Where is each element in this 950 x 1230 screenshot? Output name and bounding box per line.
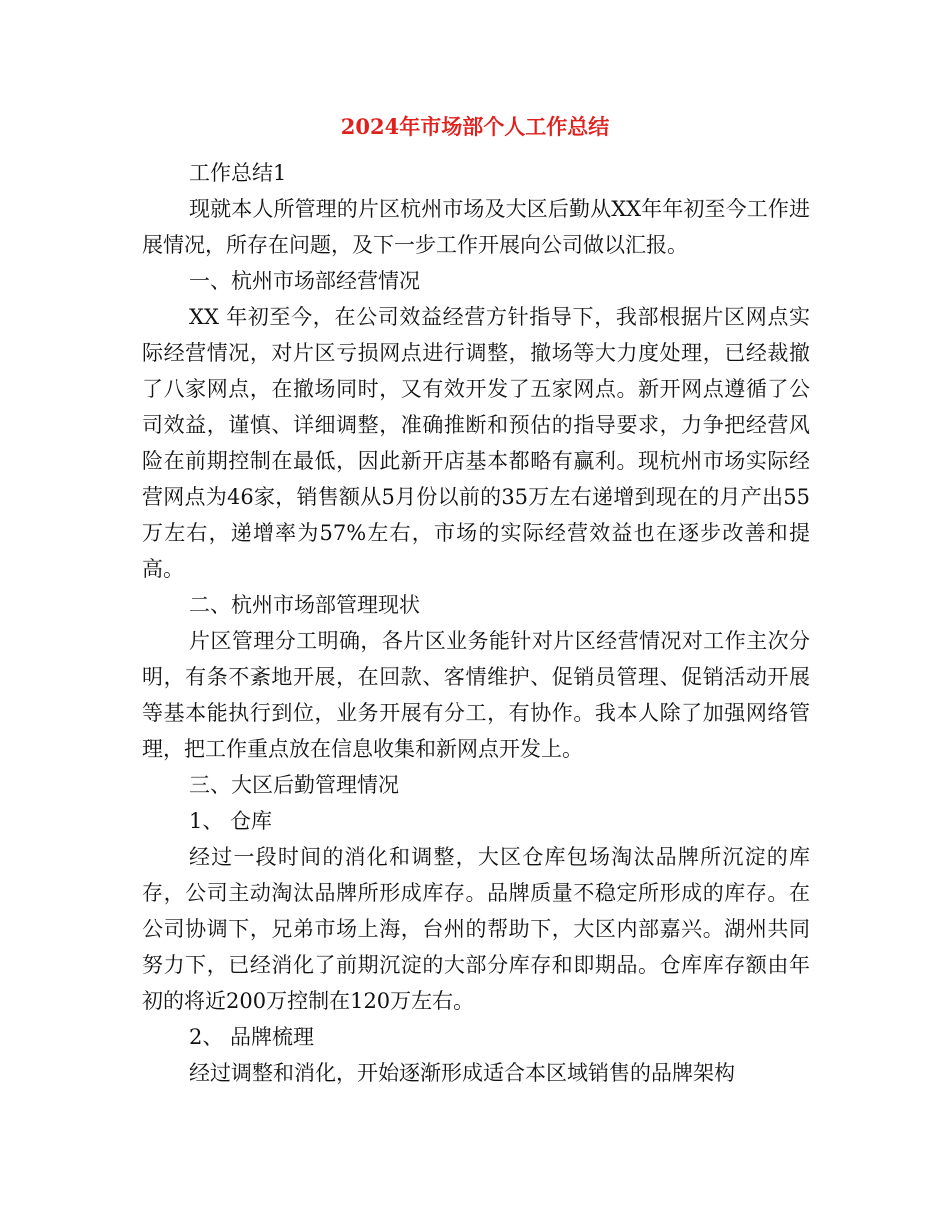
paragraph-brand-review: 经过调整和消化，开始逐渐形成适合本区域销售的品牌架构 [189, 1061, 735, 1085]
section-heading-hangzhou-management: 二、杭州市场部管理现状 [189, 593, 420, 617]
section-heading-summary-1: 工作总结1 [189, 161, 287, 185]
paragraph-hangzhou-management: 片区管理分工明确，各片区业务能针对片区经营情况对工作主次分明，有条不紊地开展，在回款、客情维护、促销员管理、促销活动开展等基本能执行到位，业务开展有分工，有协作。我本人除了加强网络管理，把工作重点放在信息收集和新网点开发上。 [142, 629, 810, 761]
paragraph-hangzhou-operations: XX 年初至今，在公司效益经营方针指导下，我部根据片区网点实际经营情况，对片区亏损网点进行调整，撤场等大力度处理，已经裁撤了八家网点，在撤场同时，又有效开发了五家网点。新开网点遵循了公司效益，谨慎、详细调整，准确推断和预估的指导要求，力争把经营风险在前期控制在最低，因此新开店基本都略有赢利。现杭州市场实际经营网点为46家，销售额从5月份以前的35万左右递增到现在的月产出55万左右，递增率为57%左右，市场的实际经营效益也在逐步改善和提高。 [142, 305, 810, 581]
section-heading-logistics: 三、大区后勤管理情况 [189, 773, 399, 797]
section-heading-hangzhou-operations: 一、杭州市场部经营情况 [189, 269, 420, 293]
document-title: 2024年市场部个人工作总结 [340, 114, 610, 139]
subheading-brand-review: 2、 品牌梳理 [189, 1025, 315, 1049]
document-body [142, 155, 810, 1091]
subheading-warehouse: 1、 仓库 [189, 809, 273, 833]
paragraph-intro: 现就本人所管理的片区杭州市场及大区后勤从XX年年初至今工作进展情况，所存在问题，及下一步工作开展向公司做以汇报。 [142, 197, 810, 257]
paragraph-warehouse: 经过一段时间的消化和调整，大区仓库包场淘汰品牌所沉淀的库存，公司主动淘汰品牌所形成库存。品牌质量不稳定所形成的库存。在公司协调下，兄弟市场上海，台州的帮助下，大区内部嘉兴。湖州共同努力下，已经消化了前期沉淀的大部分库存和即期品。仓库库存额由年初的将近200万控制在120万左右。 [142, 845, 810, 1013]
